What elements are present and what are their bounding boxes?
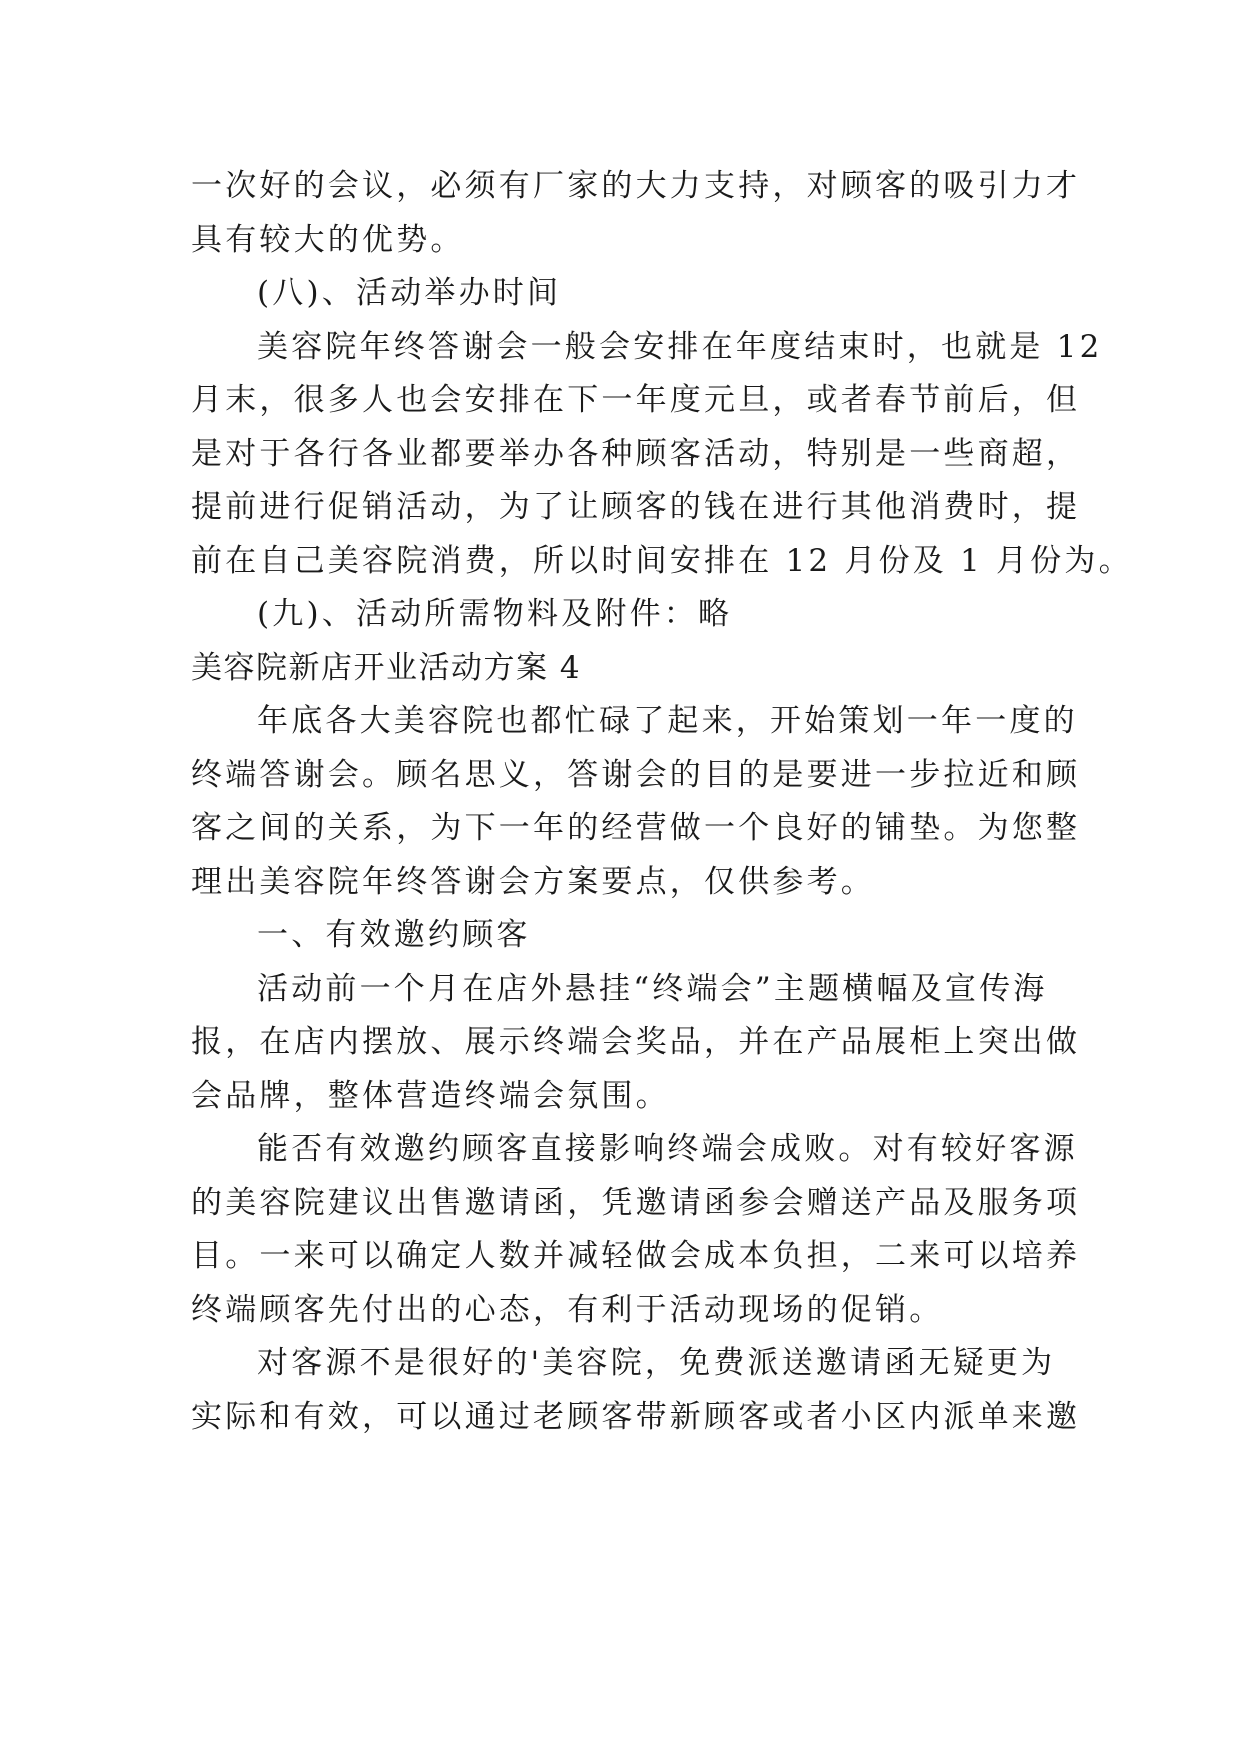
paragraph-line: 客之间的关系，为下一年的经营做一个良好的铺垫。为您整: [191, 810, 1081, 846]
paragraph-line: 报，在店内摆放、展示终端会奖品，并在产品展柜上突出做: [191, 1024, 1081, 1060]
paragraph-line: 前在自己美容院消费，所以时间安排在 12 月份及 1 月份为。: [191, 542, 1133, 579]
paragraph-line: 能否有效邀约顾客直接影响终端会成败。对有较好客源: [257, 1131, 1078, 1167]
paragraph-line: 的美容院建议出售邀请函，凭邀请函参会赠送产品及服务项: [191, 1184, 1081, 1221]
section-heading-1: 一、有效邀约顾客: [257, 917, 531, 953]
paragraph-line: 一次好的会议，必须有厂家的大力支持，对顾客的吸引力才: [191, 168, 1081, 204]
paragraph-line: 理出美容院年终答谢会方案要点，仅供参考。: [191, 863, 875, 900]
paragraph-line: 美容院年终答谢会一般会安排在年度结束时，也就是 12: [257, 328, 1103, 365]
section-heading-9: (九)、活动所需物料及附件：略: [257, 596, 733, 632]
paragraph-line: 是对于各行各业都要举办各种顾客活动，特别是一些商超，: [191, 435, 1081, 472]
paragraph-line: 终端顾客先付出的心态，有利于活动现场的促销。: [191, 1291, 944, 1328]
paragraph-line: 目。一来可以确定人数并减轻做会成本负担，二来可以培养: [191, 1238, 1081, 1274]
paragraph-line: 年底各大美容院也都忙碌了起来，开始策划一年一度的: [257, 703, 1078, 739]
section-heading-8: (八)、活动举办时间: [257, 275, 562, 311]
paragraph-line: 实际和有效，可以通过老顾客带新顾客或者小区内派单来邀: [191, 1398, 1081, 1435]
document-title: 美容院新店开业活动方案 4: [191, 649, 582, 686]
paragraph-line: 会品牌，整体营造终端会氛围。: [191, 1077, 670, 1114]
document-body: [191, 160, 1133, 1444]
paragraph-line: 对客源不是很好的'美容院，免费派送邀请函无疑更为: [257, 1345, 1056, 1381]
paragraph-line: 终端答谢会。顾名思义，答谢会的目的是要进一步拉近和顾: [191, 756, 1081, 793]
paragraph-line: 月末，很多人也会安排在下一年度元旦，或者春节前后，但: [191, 382, 1081, 418]
paragraph-line: 活动前一个月在店外悬挂“终端会”主题横幅及宣传海: [257, 970, 1048, 1007]
paragraph-line: 具有较大的优势。: [191, 221, 465, 258]
paragraph-line: 提前进行促销活动，为了让顾客的钱在进行其他消费时，提: [191, 489, 1081, 525]
